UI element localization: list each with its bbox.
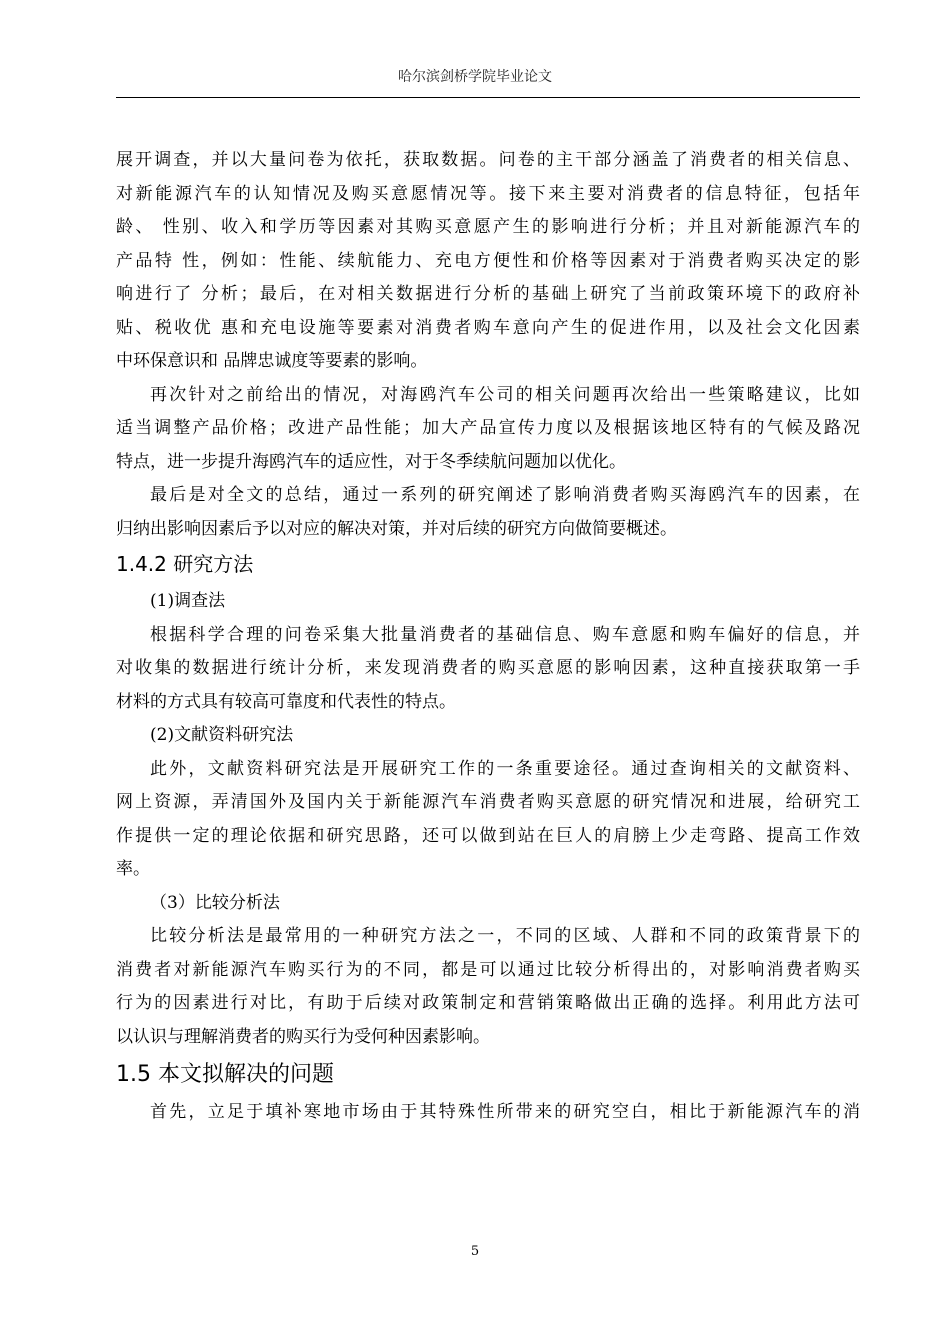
- body-line: 归纳出影响因素后予以对应的解决对策，并对后续的研究方向做简要概述。: [116, 519, 677, 539]
- body-line: 首先，立足于填补寒地市场由于其特殊性所带来的研究空白，相比于新能源汽车的消: [150, 1102, 860, 1122]
- body-line: 此外，文献资料研究法是开展研究工作的一条重要途径。通过查询相关的文献资料、: [150, 759, 860, 779]
- body-line: 率。: [116, 859, 150, 879]
- body-line: 网上资源，弄清国外及国内关于新能源汽车消费者购买意愿的研究情况和进展，给研究工: [116, 792, 860, 812]
- body-line: 作提供一定的理论依据和研究思路，还可以做到站在巨人的肩膀上少走弯路、提高工作效: [116, 826, 860, 846]
- body-line: 消费者对新能源汽车购买行为的不同，都是可以通过比较分析得出的，对影响消费者购买: [116, 960, 860, 980]
- section-heading-1-4-2: 1.4.2 研究方法: [116, 552, 254, 576]
- body-line: 行为的因素进行对比，有助于后续对政策制定和营销策略做出正确的选择。利用此方法可: [116, 993, 860, 1013]
- body-line: 响进行了 分析；最后，在对相关数据进行分析的基础上研究了当前政策环境下的政府补: [116, 284, 860, 304]
- body-line: 适当调整产品价格；改进产品性能；加大产品宣传力度以及根据该地区特有的气候及路况: [116, 418, 860, 438]
- subheading: (2)文献资料研究法: [150, 725, 294, 745]
- header-rule: [116, 97, 860, 98]
- subheading: (1)调查法: [150, 591, 226, 611]
- body-line: 龄、 性别、收入和学历等因素对其购买意愿产生的影响进行分析；并且对新能源汽车的: [116, 217, 860, 237]
- body-line: 产品特 性，例如：性能、续航能力、充电方便性和价格等因素对于消费者购买决定的影: [116, 251, 860, 271]
- page-number: 5: [470, 1244, 480, 1259]
- body-line: 特点，进一步提升海鸥汽车的适应性，对于冬季续航问题加以优化。: [116, 452, 626, 472]
- body-line: 对新能源汽车的认知情况及购买意愿情况等。接下来主要对消费者的信息特征，包括年: [116, 184, 860, 204]
- body-line: 对收集的数据进行统计分析，来发现消费者的购买意愿的影响因素，这种直接获取第一手: [116, 658, 860, 678]
- page-header-title: 哈尔滨剑桥学院毕业论文: [398, 69, 552, 85]
- body-line: 中环保意识和 品牌忠诚度等要素的影响。: [116, 351, 428, 371]
- body-line: 展开调查，并以大量问卷为依托，获取数据。问卷的主干部分涵盖了消费者的相关信息、: [116, 150, 860, 170]
- body-line: 材料的方式具有较高可靠度和代表性的特点。: [116, 692, 456, 712]
- body-line: 比较分析法是最常用的一种研究方法之一，不同的区域、人群和不同的政策背景下的: [150, 926, 860, 946]
- body-line: 最后是对全文的总结，通过一系列的研究阐述了影响消费者购买海鸥汽车的因素，在: [150, 485, 860, 505]
- section-heading-1-5: 1.5 本文拟解决的问题: [116, 1062, 334, 1087]
- body-line: 以认识与理解消费者的购买行为受何种因素影响。: [116, 1027, 490, 1047]
- body-line: 根据科学合理的问卷采集大批量消费者的基础信息、购车意愿和购车偏好的信息，并: [150, 625, 860, 645]
- body-line: 再次针对之前给出的情况，对海鸥汽车公司的相关问题再次给出一些策略建议，比如: [150, 385, 860, 405]
- body-line: 贴、税收优 惠和充电设施等要素对消费者购车意向产生的促进作用，以及社会文化因素: [116, 318, 860, 338]
- subheading: （3）比较分析法: [150, 893, 280, 913]
